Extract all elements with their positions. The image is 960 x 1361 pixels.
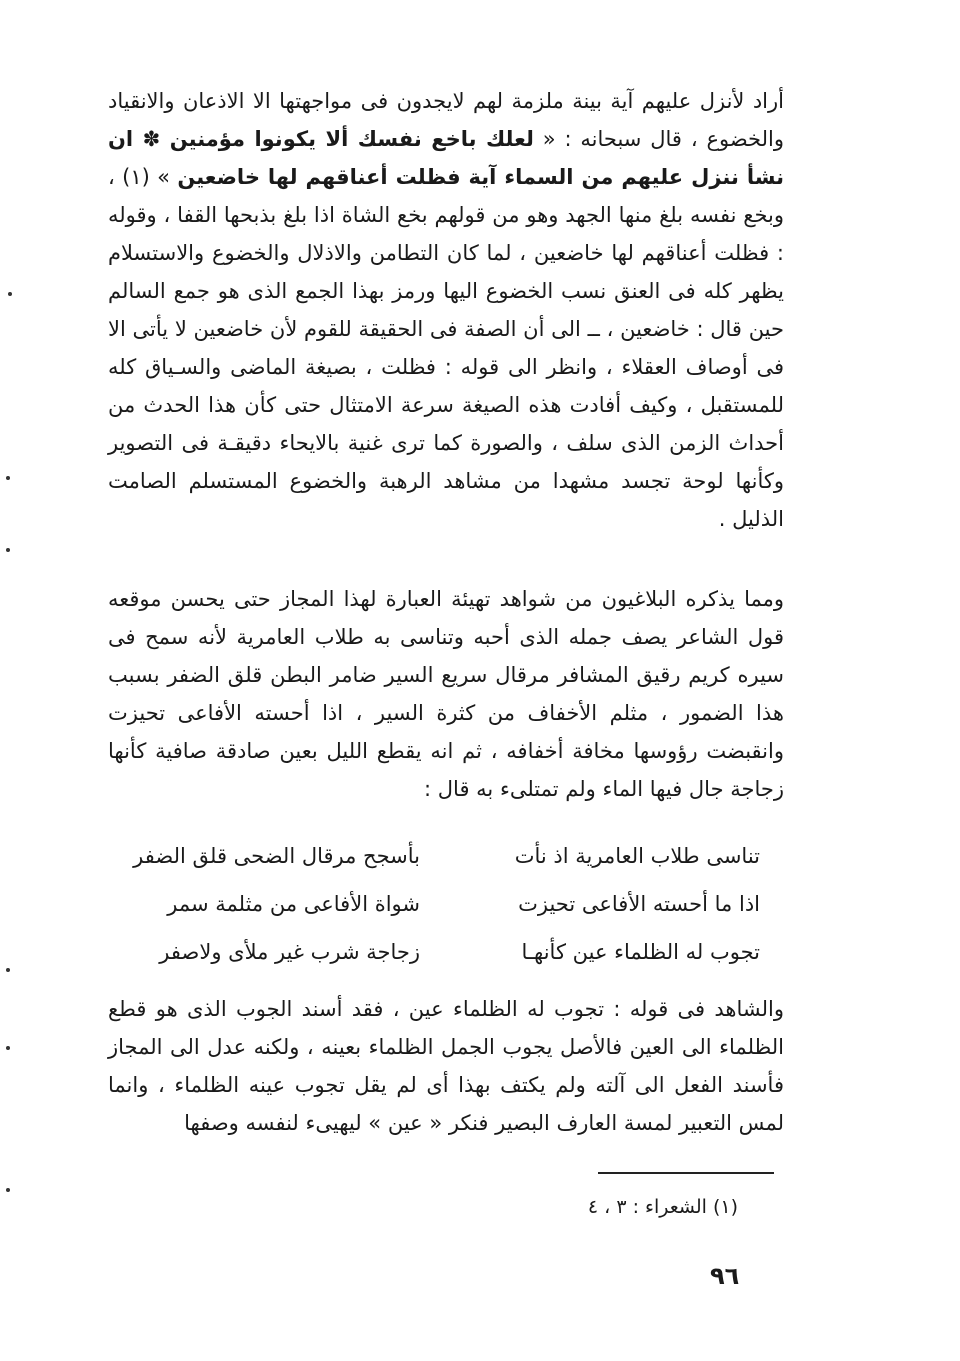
quran-quote: لعلك باخع نفسك ألا يكونوا مؤمنين ✽ ان نشأ ننزل عليهم من السماء آية فظلت أعناقهم لها خاضعين bbox=[108, 127, 784, 189]
scan-speck bbox=[6, 548, 10, 552]
verse-row bbox=[120, 884, 760, 932]
verse-second-hemistich: بأسجح مرقال الضحى قلق الضفر bbox=[133, 844, 420, 868]
paragraph-3: والشاهد فى قوله : تجوب له الظلماء عين ، فقد أسند الجوب الذى هو قطع الظلماء الى العين فالأصل يجوب الجمل الظلماء بعينه ، ولكنه عدل الى المجاز فأسند الفعل الى آلته ولم يكتف بهذا أى لم يقل تجوب عينه الظلماء ، وانما لمس التعبير لمسة العارف البصير فنكر « عين » ليهيىء لنفسه وصفها bbox=[108, 997, 784, 1135]
paragraph-1-text-b: » (١) ، وبخع نفسه بلغ منها الجهد وهو من قولهم بخع الشاة اذا بلغ بذبحها القفا ، وقوله : فظلت أعناقهم لها خاضعين ، لما كان التطامن والاذلال والخضوع والاستسلام يظهر كله فى العنق نسب الخضوع اليها ورمز بهذا الجمع الذى هو جمع السالم حين قال : خاضعين ، ــ الى أن الصفة فى الحقيقة للقوم لأن خاضعين لا يأتى الا فى أوصاف العقلاء ، وانظر الى قوله : فظلت ، بصيغة الماضى والسـياق كله للمستقبل ، وكيف أفادت هذه الصيغة سرعة الامتثال حتى كأن هذا الحدث من أحداث الزمن الذى سلف ، والصورة كما ترى غنية بالايحاء دقيقـة فى التصوير وكأنها لوحة تجسد مشهدا من مشاهد الرهبة والخضوع المستسلم الصامت الذليل . bbox=[108, 165, 784, 531]
scan-speck bbox=[6, 476, 10, 480]
paragraph-2: ومما يذكره البلاغيون من شواهد تهيئة العبارة لهذا المجاز حتى يحسن موقعه قول الشاعر يصف جمله الذى أحبه وتناسى به طلاب العامرية لأنه سمح فى سيره كريم رقيق المشافر مرقال سريع السير ضامر البطن قلق الضفر بسبب هذا الضمور ، مثلم الأخفاف من كثرة السير ، اذا أحسته الأفاعى تحيزت وانقبضت رؤوسها مخافة أخفافه ، ثم انه يقطع الليل بعين صادقة صافية كأنها زجاجة جال فيها الماء ولم تمتلىء به قال : bbox=[108, 587, 784, 801]
footnote-separator bbox=[598, 1172, 774, 1174]
poem-verses bbox=[120, 836, 760, 980]
scan-speck bbox=[6, 1188, 10, 1192]
footnote: (١) الشعراء : ٣ ، ٤ bbox=[587, 1196, 738, 1218]
paragraph-1 bbox=[108, 82, 784, 538]
verse-row bbox=[120, 932, 760, 980]
verse-row bbox=[120, 836, 760, 884]
verse-second-hemistich: زجاجة شرب غير ملأى ولاصفر bbox=[159, 940, 420, 964]
scan-speck bbox=[6, 1046, 10, 1050]
scan-speck bbox=[8, 292, 12, 296]
page-number: ٩٦ bbox=[710, 1262, 740, 1290]
verse-first-hemistich: تناسى طلاب العامرية اذ نأت bbox=[514, 844, 760, 868]
scan-speck bbox=[6, 968, 10, 972]
verse-second-hemistich: شواة الأفاعى من مثلمة سمر bbox=[167, 892, 420, 916]
paragraph-1-text-a: أراد لأنزل عليهم آية بينة ملزمة لهم لايجدون فى مواجهتها الا الاذعان والانقياد والخضوع ، قال سبحانه : « bbox=[108, 89, 784, 151]
verse-first-hemistich: اذا ما أحسته الأفاعى تحيزت bbox=[518, 892, 760, 916]
verse-first-hemistich: تجوب له الظلماء عين كأنهـا bbox=[521, 940, 760, 964]
